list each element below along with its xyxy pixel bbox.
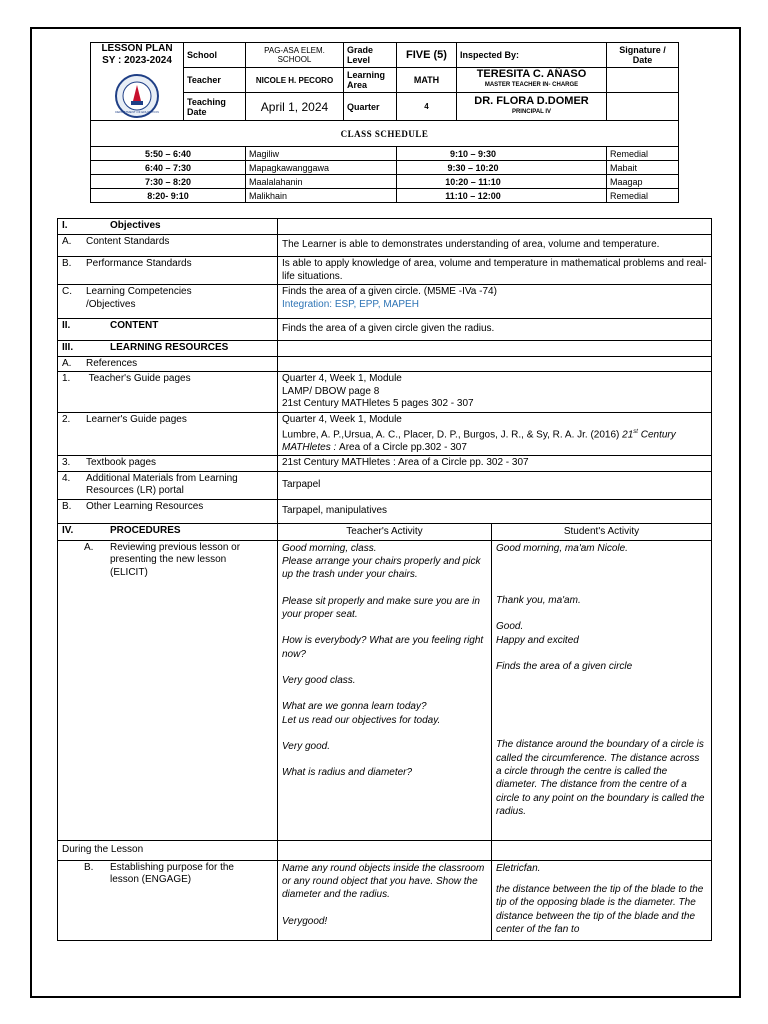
engage-row xyxy=(58,860,712,940)
inspected-label: Inspected By: xyxy=(457,43,607,68)
teacher-label: Teacher xyxy=(184,68,246,93)
learning-resources-heading: LEARNING RESOURCES xyxy=(110,342,229,353)
inspector1-cell xyxy=(457,68,607,93)
citation-title-sup: st xyxy=(633,429,638,435)
signature-cell-2 xyxy=(607,93,679,121)
date-label: Teaching Date xyxy=(184,93,246,121)
lesson-plan-table xyxy=(57,218,712,941)
schedule-time: 7:30 – 8:20 xyxy=(91,175,246,189)
row-num: B. xyxy=(62,258,72,269)
row-num: B. xyxy=(84,861,94,873)
row-num: 4. xyxy=(62,472,71,484)
schedule-time: 6:40 – 7:30 xyxy=(91,161,246,175)
procedures-heading: PROCEDURES xyxy=(110,524,181,536)
additional-materials-value: Tarpapel xyxy=(278,471,712,499)
header-table xyxy=(90,42,679,203)
teacher-value: NICOLE H. PECORO xyxy=(246,68,344,93)
schedule-time: 8:20- 9:10 xyxy=(91,189,246,203)
inspector2-cell xyxy=(457,93,607,121)
deped-seal-logo xyxy=(109,73,165,119)
row-num: A. xyxy=(62,236,72,247)
textbook-label: Textbook pages xyxy=(86,457,157,469)
schedule-time: 9:30 – 10:20 xyxy=(397,161,607,175)
references-row xyxy=(58,356,712,372)
schedule-time: 10:20 – 11:10 xyxy=(397,175,607,189)
additional-materials-row xyxy=(58,471,712,499)
student-line: Good. xyxy=(496,621,524,633)
additional-materials-label: Additional Materials from Learning Resources (LR) portal xyxy=(86,472,238,497)
student-line: Finds the area of a given circle xyxy=(496,661,633,673)
schedule-row xyxy=(91,161,679,175)
teacher-line: How is everybody? What are you feeling right now? xyxy=(282,635,484,660)
integration-text: Integration: ESP, EPP, MAPEH xyxy=(282,298,419,310)
student-line: the distance between the tip of the blade to the tip of the opposing blade is the diameter. The distance between the tip of the blade and the center of the fan to xyxy=(496,884,704,936)
other-resources-value: Tarpapel, manipulatives xyxy=(278,499,712,523)
schedule-time: 11:10 – 12:00 xyxy=(397,189,607,203)
performance-standards-row xyxy=(58,257,712,285)
school-value: PAG-ASA ELEM. SCHOOL xyxy=(246,43,344,68)
student-line: Good morning, ma'am Nicole. xyxy=(496,542,628,554)
citation-title: MATHletes : xyxy=(282,441,340,453)
lesson-plan-cell xyxy=(91,43,184,121)
lesson-plan-title: LESSON PLAN xyxy=(101,43,173,54)
teachers-guide-label: Teacher's Guide pages xyxy=(86,373,191,384)
schedule-time: 5:50 – 6:40 xyxy=(91,147,246,161)
row-num: A. xyxy=(84,541,94,553)
teacher-line: Verygood! xyxy=(282,915,328,927)
teachers-guide-line: 21st Century MATHletes 5 pages 302 - 307 xyxy=(282,398,474,409)
teacher-line: Very good. xyxy=(282,740,330,752)
schedule-section: Magiliw xyxy=(246,147,397,161)
grade-value: FIVE (5) xyxy=(397,43,457,68)
student-activity-header: Student's Activity xyxy=(492,523,712,540)
teacher-line: What are we gonna learn today? xyxy=(282,701,427,713)
inspector2-role: PRINCIPAL IV xyxy=(511,108,552,115)
schedule-time: 9:10 – 9:30 xyxy=(397,147,607,161)
other-resources-row xyxy=(58,499,712,523)
row-num: B. xyxy=(62,500,72,512)
schedule-section: Mabait xyxy=(607,161,679,175)
other-resources-label: Other Learning Resources xyxy=(86,500,204,512)
quarter-label: Quarter xyxy=(344,93,397,121)
teachers-guide-line: Quarter 4, Week 1, Module xyxy=(282,373,402,384)
student-line: Happy and excited xyxy=(496,634,579,646)
area-value: MATH xyxy=(397,68,457,93)
date-value: April 1, 2024 xyxy=(246,93,344,121)
competencies-value: Finds the area of a given circle. (M5ME -IVa -74) xyxy=(282,286,497,297)
citation-authors: Lumbre, A. P.,Ursua, A. C., Placer, D. P., Burgos, J. R., & Sy, R. A. Jr. (2016) xyxy=(282,429,623,441)
schedule-section: Maalalahanin xyxy=(246,175,397,189)
teacher-line: Please arrange your chairs properly and pick up the trash under your chairs. xyxy=(282,556,481,581)
schedule-row xyxy=(91,189,679,203)
content-standards-value: The Learner is able to demonstrates understanding of area, volume and temperature. xyxy=(278,235,712,257)
inspector1-role: MASTER TEACHER IN- CHARGE xyxy=(484,82,579,88)
grade-label: Grade Level xyxy=(344,43,397,68)
inspector1-name: TERESITA C. AÑASO xyxy=(476,68,587,80)
student-line: Eletricfan. xyxy=(496,862,541,874)
inspector2-name: DR. FLORA D.DOMER xyxy=(474,94,589,107)
elicit-label: Reviewing previous lesson or presenting the new lesson (ELICIT) xyxy=(110,541,241,578)
signature-label: Signature / Date xyxy=(607,43,679,68)
teacher-line: Let us read our objectives for today. xyxy=(282,714,441,726)
objectives-num: I. xyxy=(62,220,68,231)
schedule-section: Maagap xyxy=(607,175,679,189)
row-num: 2. xyxy=(62,413,71,425)
performance-standards-value: Is able to apply knowledge of area, volume and temperature in mathematical problems and real-life situations. xyxy=(278,257,712,285)
references-label: References xyxy=(86,357,138,369)
signature-cell-1 xyxy=(607,68,679,93)
school-label: School xyxy=(184,43,246,68)
schedule-section: Remedial xyxy=(607,189,679,203)
learners-guide-citation xyxy=(282,426,707,442)
objectives-row xyxy=(58,219,712,235)
learners-guide-line: Quarter 4, Week 1, Module xyxy=(282,413,402,425)
schedule-row xyxy=(91,175,679,189)
row-num: II. xyxy=(62,320,71,331)
quarter-value: 4 xyxy=(397,93,457,121)
schedule-section: Malikhain xyxy=(246,189,397,203)
row-num: IV. xyxy=(62,524,74,536)
content-standards-row xyxy=(58,235,712,257)
engage-label: Establishing purpose for the lesson (ENGAGE) xyxy=(110,861,234,886)
teacher-activity-header: Teacher's Activity xyxy=(278,523,492,540)
content-heading: CONTENT xyxy=(110,320,159,331)
school-year: SY : 2023-2024 xyxy=(102,55,172,66)
schedule-row xyxy=(91,147,679,161)
textbook-value: 21st Century MATHletes : Area of a Circle pp. 302 - 307 xyxy=(278,456,712,472)
content-standards-label: Content Standards xyxy=(86,236,170,247)
logo-text: DEPARTMENT OF EDUCATION xyxy=(115,110,159,114)
citation-pages: Area of a Circle pp.302 - 307 xyxy=(339,441,467,453)
textbook-row xyxy=(58,456,712,472)
row-num: C. xyxy=(62,286,72,297)
teacher-line: Please sit properly and make sure you are in your proper seat. xyxy=(282,595,480,621)
schedule-section: Remedial xyxy=(607,147,679,161)
citation-title: Century xyxy=(637,429,676,441)
teacher-line: Good morning, class. xyxy=(282,542,377,554)
student-line: The distance around the boundary of a circle is called the circumference. The distance across a circle through the centre is called the diameter. The distance from the centre of a circle to any point on the boundary is called the radius. xyxy=(496,739,705,817)
row-num: III. xyxy=(62,342,74,353)
teachers-guide-line: LAMP/ DBOW page 8 xyxy=(282,385,380,397)
citation-title: 21 xyxy=(622,429,634,441)
content-value: Finds the area of a given circle given the radius. xyxy=(278,319,712,341)
elicit-row xyxy=(58,540,712,840)
procedures-row xyxy=(58,523,712,540)
teacher-line: What is radius and diameter? xyxy=(282,767,413,779)
competencies-row xyxy=(58,285,712,319)
student-line: Thank you, ma'am. xyxy=(496,595,581,607)
learning-resources-row xyxy=(58,341,712,357)
learners-guide-row xyxy=(58,412,712,456)
content-row xyxy=(58,319,712,341)
row-num: 3. xyxy=(62,457,71,469)
schedule-title: CLASS SCHEDULE xyxy=(91,121,679,147)
area-label: Learning Area xyxy=(344,68,397,93)
teacher-line: Name any round objects inside the classroom or any round object that you have. Show the diameter and the radius. xyxy=(282,862,485,901)
row-num: 1. xyxy=(62,373,71,384)
schedule-section: Mapagkawanggawa xyxy=(246,161,397,175)
competencies-label: Learning Competencies /Objectives xyxy=(86,286,192,310)
during-lesson-label: During the Lesson xyxy=(58,840,278,860)
teachers-guide-row xyxy=(58,372,712,413)
teacher-line: Very good class. xyxy=(282,674,356,686)
performance-standards-label: Performance Standards xyxy=(86,258,192,269)
learners-guide-label: Learner's Guide pages xyxy=(86,413,187,425)
row-num: A. xyxy=(62,357,72,369)
objectives-heading: Objectives xyxy=(110,220,161,231)
during-lesson-row xyxy=(58,840,712,860)
